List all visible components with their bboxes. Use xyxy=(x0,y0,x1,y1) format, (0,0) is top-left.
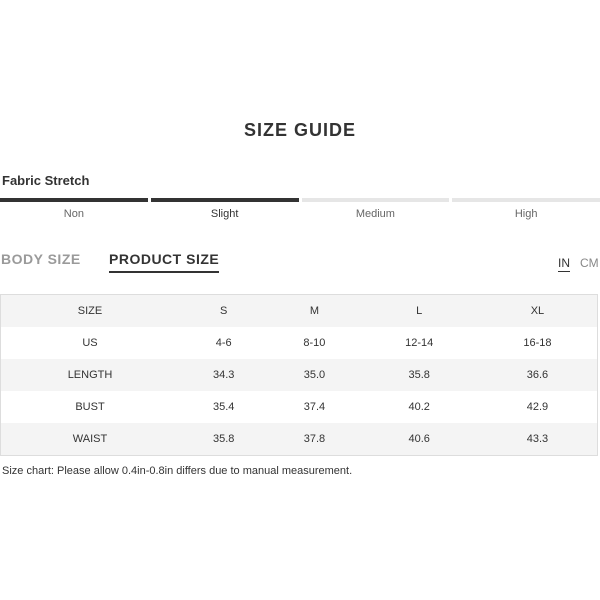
table-row xyxy=(1,391,598,423)
header-cell: XL xyxy=(478,295,598,328)
table-header-row xyxy=(1,295,598,328)
stretch-segment-non xyxy=(0,198,148,202)
tab-product-size[interactable]: PRODUCT SIZE xyxy=(109,251,219,273)
table-cell: 4-6 xyxy=(179,327,268,359)
table-cell: 36.6 xyxy=(478,359,598,391)
row-label-cell: US xyxy=(1,327,180,359)
size-chart-table xyxy=(0,294,598,456)
table-cell: 12-14 xyxy=(360,327,477,359)
stretch-segment-high xyxy=(452,198,600,202)
unit-toggle-in[interactable]: IN xyxy=(558,256,570,270)
table-row xyxy=(1,327,598,359)
row-label-cell: LENGTH xyxy=(1,359,180,391)
table-row xyxy=(1,359,598,391)
stretch-level-slight: Slight xyxy=(210,208,239,220)
stretch-segment-medium xyxy=(302,198,450,202)
header-cell: M xyxy=(268,295,360,328)
table-cell: 40.2 xyxy=(360,391,477,423)
table-cell: 40.6 xyxy=(360,423,477,456)
measurement-note: Size chart: Please allow 0.4in-0.8in differs due to manual measurement. xyxy=(2,465,353,477)
header-cell: SIZE xyxy=(1,295,180,328)
table-cell: 35.8 xyxy=(179,423,268,456)
stretch-segment-slight xyxy=(151,198,299,202)
fabric-stretch-label: Fabric Stretch xyxy=(2,173,90,188)
stretch-level-non: Non xyxy=(63,208,84,220)
table-cell: 42.9 xyxy=(478,391,598,423)
table-row xyxy=(1,423,598,456)
table-cell: 35.0 xyxy=(268,359,360,391)
page-title: SIZE GUIDE xyxy=(243,120,356,140)
stretch-level-high: High xyxy=(514,208,538,220)
table-cell: 35.8 xyxy=(360,359,477,391)
fabric-stretch-levels xyxy=(0,208,600,220)
table-cell: 16-18 xyxy=(478,327,598,359)
tab-body-size[interactable]: BODY SIZE xyxy=(1,251,81,267)
table-cell: 37.8 xyxy=(268,423,360,456)
fabric-stretch-bar xyxy=(0,198,600,202)
table-cell: 37.4 xyxy=(268,391,360,423)
header-cell: S xyxy=(179,295,268,328)
unit-toggle-cm[interactable]: CM xyxy=(580,256,599,270)
row-label-cell: BUST xyxy=(1,391,180,423)
table-cell: 43.3 xyxy=(478,423,598,456)
table-cell: 35.4 xyxy=(179,391,268,423)
table-cell: 34.3 xyxy=(179,359,268,391)
table-cell: 8-10 xyxy=(268,327,360,359)
stretch-level-medium: Medium xyxy=(355,208,395,220)
header-cell: L xyxy=(360,295,477,328)
row-label-cell: WAIST xyxy=(1,423,180,456)
